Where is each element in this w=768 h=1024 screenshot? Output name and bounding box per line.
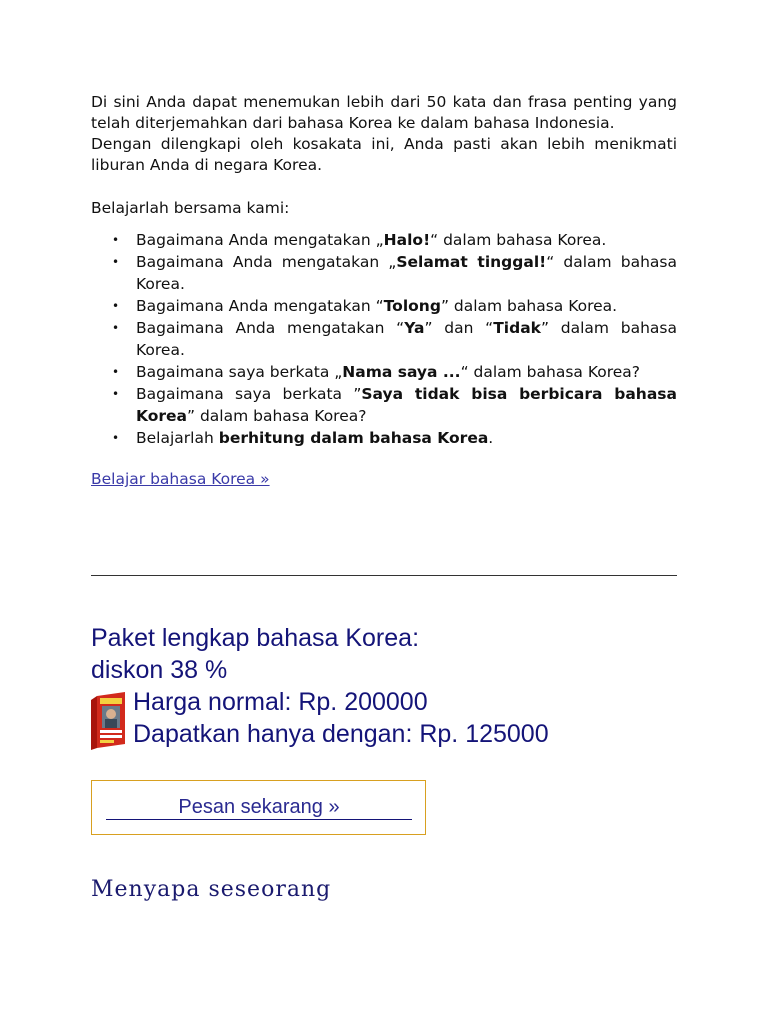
- bullet-icon: •: [112, 299, 120, 313]
- list-item-text: Bagaimana saya berkata „: [136, 363, 343, 381]
- list-item-bold: Tolong: [383, 297, 441, 315]
- list-item: [112, 383, 677, 427]
- product-box-image[interactable]: [91, 692, 131, 750]
- list-item-bold: Ya: [404, 319, 425, 337]
- list-item-text: ” dalam bahasa Korea.: [136, 319, 678, 359]
- list-item: [112, 427, 677, 449]
- list-item-text: ” dalam bahasa Korea?: [187, 407, 367, 425]
- order-now-button[interactable]: Pesan sekarang »: [106, 795, 412, 820]
- list-item-bold: Nama saya ...: [342, 363, 461, 381]
- phrase-list: [91, 229, 677, 449]
- list-item-text: “ dalam bahasa Korea?: [460, 363, 641, 381]
- list-item-text: ” dalam bahasa Korea.: [440, 297, 618, 315]
- list-item-bold: Saya tidak bisa berbicara bahasa Korea: [136, 385, 677, 425]
- list-item-text: Bagaimana Anda mengatakan “: [136, 319, 405, 337]
- list-item-text: Bagaimana Anda mengatakan “: [136, 297, 384, 315]
- bullet-icon: •: [112, 255, 120, 269]
- list-item: [112, 229, 677, 251]
- list-item-text: .: [488, 429, 494, 447]
- learn-korean-link[interactable]: Belajar bahasa Korea »: [91, 470, 270, 488]
- sale-price: Dapatkan hanya dengan: Rp. 125000: [133, 720, 549, 748]
- divider: [91, 575, 677, 576]
- promo-block: [91, 622, 691, 750]
- list-item: [112, 295, 677, 317]
- list-item-text: Bagaimana Anda mengatakan „: [136, 231, 384, 249]
- list-item-text: Belajarlah: [136, 429, 219, 447]
- promo-title: Paket lengkap bahasa Korea:: [91, 624, 420, 652]
- list-item: [112, 251, 677, 295]
- list-item-text: Bagaimana Anda mengatakan „: [136, 253, 397, 271]
- learn-heading: Belajarlah bersama kami:: [91, 199, 290, 217]
- list-item-bold: Tidak: [493, 319, 541, 337]
- promo-discount: diskon 38 %: [91, 656, 228, 684]
- list-item-bold: Halo!: [383, 231, 431, 249]
- bullet-icon: •: [112, 387, 120, 401]
- list-item-bold: berhitung dalam bahasa Korea: [218, 429, 489, 447]
- intro-paragraph-2: Dengan dilengkapi oleh kosakata ini, Anda pasti akan lebih menikmati liburan Anda di negara Korea.: [91, 135, 677, 174]
- bullet-icon: •: [112, 365, 120, 379]
- list-item: [112, 361, 677, 383]
- price-block: [91, 686, 691, 750]
- list-item-text: ” dan “: [424, 319, 494, 337]
- normal-price: Harga normal: Rp. 200000: [133, 688, 428, 716]
- list-item-text: Bagaimana saya berkata ”: [136, 385, 362, 403]
- list-item-text: “ dalam bahasa Korea.: [136, 253, 677, 293]
- main-content: [91, 92, 677, 490]
- bullet-icon: •: [112, 233, 120, 247]
- list-item-text: “ dalam bahasa Korea.: [430, 231, 607, 249]
- order-box: [91, 780, 426, 835]
- list-item-bold: Selamat tinggal!: [396, 253, 547, 271]
- bullet-icon: •: [112, 321, 120, 335]
- intro-paragraph-1: Di sini Anda dapat menemukan lebih dari 50 kata dan frasa penting yang telah diterjemahkan dari bahasa Korea ke dalam bahasa Indonesia.: [91, 93, 677, 132]
- list-item: [112, 317, 678, 361]
- bullet-icon: •: [112, 431, 120, 445]
- section-heading: Menyapa seseorang: [91, 877, 332, 902]
